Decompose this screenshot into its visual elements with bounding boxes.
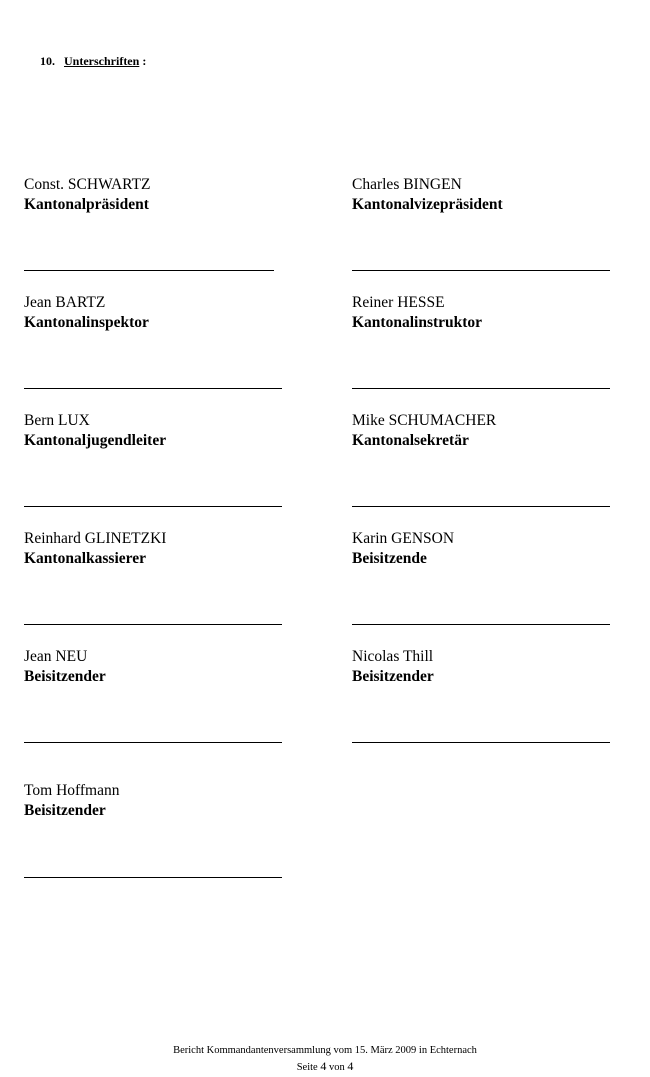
signatory-name: Karin GENSON [352,530,455,547]
signature-line [352,742,610,743]
footer-report-title: Bericht Kommandantenversammlung vom 15. März 2009 in Echternach [173,1045,477,1056]
footer-page-number [0,1059,650,1075]
signatory-block [24,647,294,687]
section-number: 10. [40,54,55,68]
signatory-role: Kantonalpräsident [24,196,149,213]
page-total: 4 [347,1059,354,1073]
signature-line [24,506,282,507]
signatory-role: Beisitzender [352,668,434,685]
signatory-block [352,529,622,569]
page-prefix: Seite [296,1062,318,1073]
signatory-block [352,647,622,687]
signature-line [352,624,610,625]
signatory-block [24,411,294,451]
signatory-name: Tom Hoffmann [24,782,120,799]
signatory-name: Jean NEU [24,648,88,665]
signatory-role: Kantonalinstruktor [352,314,483,331]
signature-line [24,877,282,878]
signature-line [24,270,274,271]
signatory-name: Nicolas Thill [352,648,434,665]
signatory-block [352,175,622,215]
signatory-role: Kantonaljugendleiter [24,432,167,449]
signatory-name: Mike SCHUMACHER [352,412,497,429]
signatory-role: Beisitzende [352,550,427,567]
signatory-role: Kantonalvizepräsident [352,196,503,213]
signatory-block [24,293,294,333]
signatory-role: Beisitzender [24,802,106,819]
page-separator: von [328,1062,345,1073]
signature-line [352,388,610,389]
signatory-name: Const. SCHWARTZ [24,176,151,193]
section-heading [40,54,146,69]
signatory-block [24,781,294,821]
signatory-name: Jean BARTZ [24,294,106,311]
signatory-block [24,175,294,215]
signatory-name: Reiner HESSE [352,294,445,311]
signature-line [24,624,282,625]
signature-line [24,388,282,389]
signatory-role: Kantonalsekretär [352,432,469,449]
signature-line [352,506,610,507]
page-current: 4 [320,1059,327,1073]
signatory-block [352,411,622,451]
signatory-name: Reinhard GLINETZKI [24,530,167,547]
signatory-name: Bern LUX [24,412,90,429]
signature-line [352,270,610,271]
signature-line [24,742,282,743]
signatory-block [24,529,294,569]
signatory-block [352,293,622,333]
section-title: Unterschriften [64,54,140,68]
signatory-role: Beisitzender [24,668,106,685]
signatory-name: Charles BINGEN [352,176,462,193]
signatory-role: Kantonalkassierer [24,550,146,567]
section-suffix: : [142,54,147,68]
signatory-role: Kantonalinspektor [24,314,149,331]
